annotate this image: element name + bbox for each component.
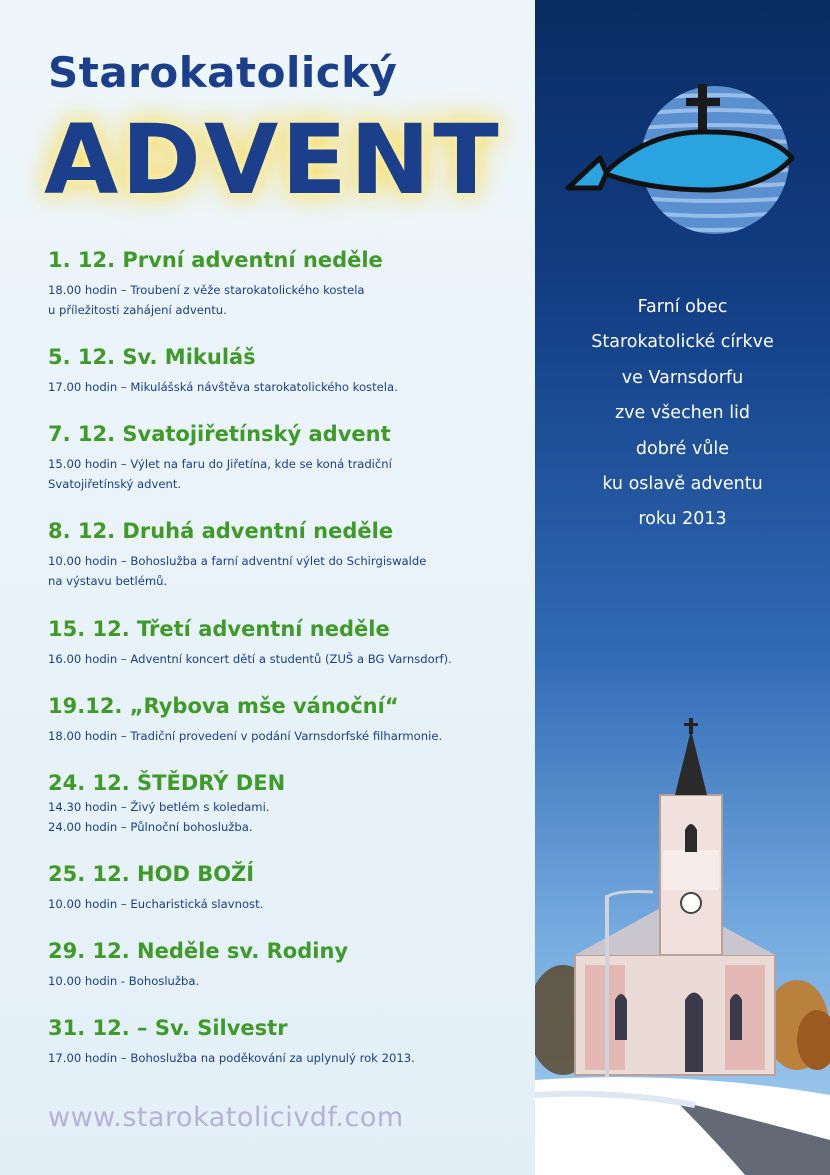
fish-cross-globe-icon [560,80,810,240]
event-detail: 17.00 hodin – Mikulášská návštěva starokatolického kostela. [48,380,398,394]
invitation-line: roku 2013 [638,509,727,530]
event-detail: u příležitosti zahájení adventu. [48,303,227,317]
event-heading: 15. 12. Třetí adventní neděle [48,617,390,641]
event-heading: 24. 12. ŠTĚDRÝ DEN [48,771,286,795]
invitation-line: dobré vůle [635,438,730,459]
event-item [48,1016,528,1068]
event-item [48,939,528,991]
event-item [48,862,528,914]
event-detail: 18.00 hodin – Troubení z věže starokatolického kostela [48,283,365,297]
event-item [48,345,528,397]
event-detail: 14.30 hodin – Živý betlém s koledami. [48,800,270,814]
invitation-line: zve všechen lid [614,403,751,424]
invitation-text [535,290,830,538]
event-item [48,771,528,837]
event-heading: 1. 12. První adventní neděle [48,248,383,272]
event-heading: 5. 12. Sv. Mikuláš [48,345,256,369]
event-item [48,519,528,591]
event-detail: 18.00 hodin – Tradiční provedení v podání Varnsdorfské filharmonie. [48,729,443,743]
event-detail: 10.00 hodin – Bohoslužba a farní adventní výlet do Schirgiswalde [48,554,427,568]
event-item [48,694,528,746]
event-heading: 29. 12. Neděle sv. Rodiny [48,939,349,963]
event-heading: 19.12. „Rybova mše vánoční“ [48,694,399,718]
invitation-line: ku oslavě adventu [602,474,763,495]
church-icon [535,700,830,1175]
event-detail: 10.00 hodin – Eucharistická slavnost. [48,897,264,911]
event-detail: 24.00 hodin – Půlnoční bohoslužba. [48,820,253,834]
right-panel [535,0,830,1175]
event-detail: Svatojiřetínský advent. [48,477,182,491]
invitation-line: ve Varnsdorfu [621,367,744,388]
event-heading: 7. 12. Svatojiřetínský advent [48,422,391,446]
event-heading: 25. 12. HOD BOŽÍ [48,862,255,886]
event-heading: 8. 12. Druhá adventní neděle [48,519,394,543]
event-item [48,248,528,320]
event-detail: 17.00 hodin – Bohoslužba na poděkování za uplynulý rok 2013. [48,1051,415,1065]
poster-subtitle: Starokatolický [48,48,398,97]
invitation-line: Farní obec [637,297,728,317]
event-heading: 31. 12. – Sv. Silvestr [48,1016,288,1040]
website-link[interactable]: www.starokatolicivdf.com [48,1102,404,1133]
poster-title: ADVENT [44,104,502,216]
event-detail: na výstavu betlémů. [48,574,168,588]
event-item [48,422,528,494]
invitation-line: Starokatolické církve [591,332,774,353]
event-detail: 10.00 hodin - Bohoslužba. [48,974,200,988]
event-detail: 16.00 hodin – Adventní koncert dětí a studentů (ZUŠ a BG Varnsdorf). [48,652,452,666]
event-item [48,617,528,669]
event-detail: 15.00 hodin – Výlet na faru do Jiřetína, kde se koná tradiční [48,457,392,471]
